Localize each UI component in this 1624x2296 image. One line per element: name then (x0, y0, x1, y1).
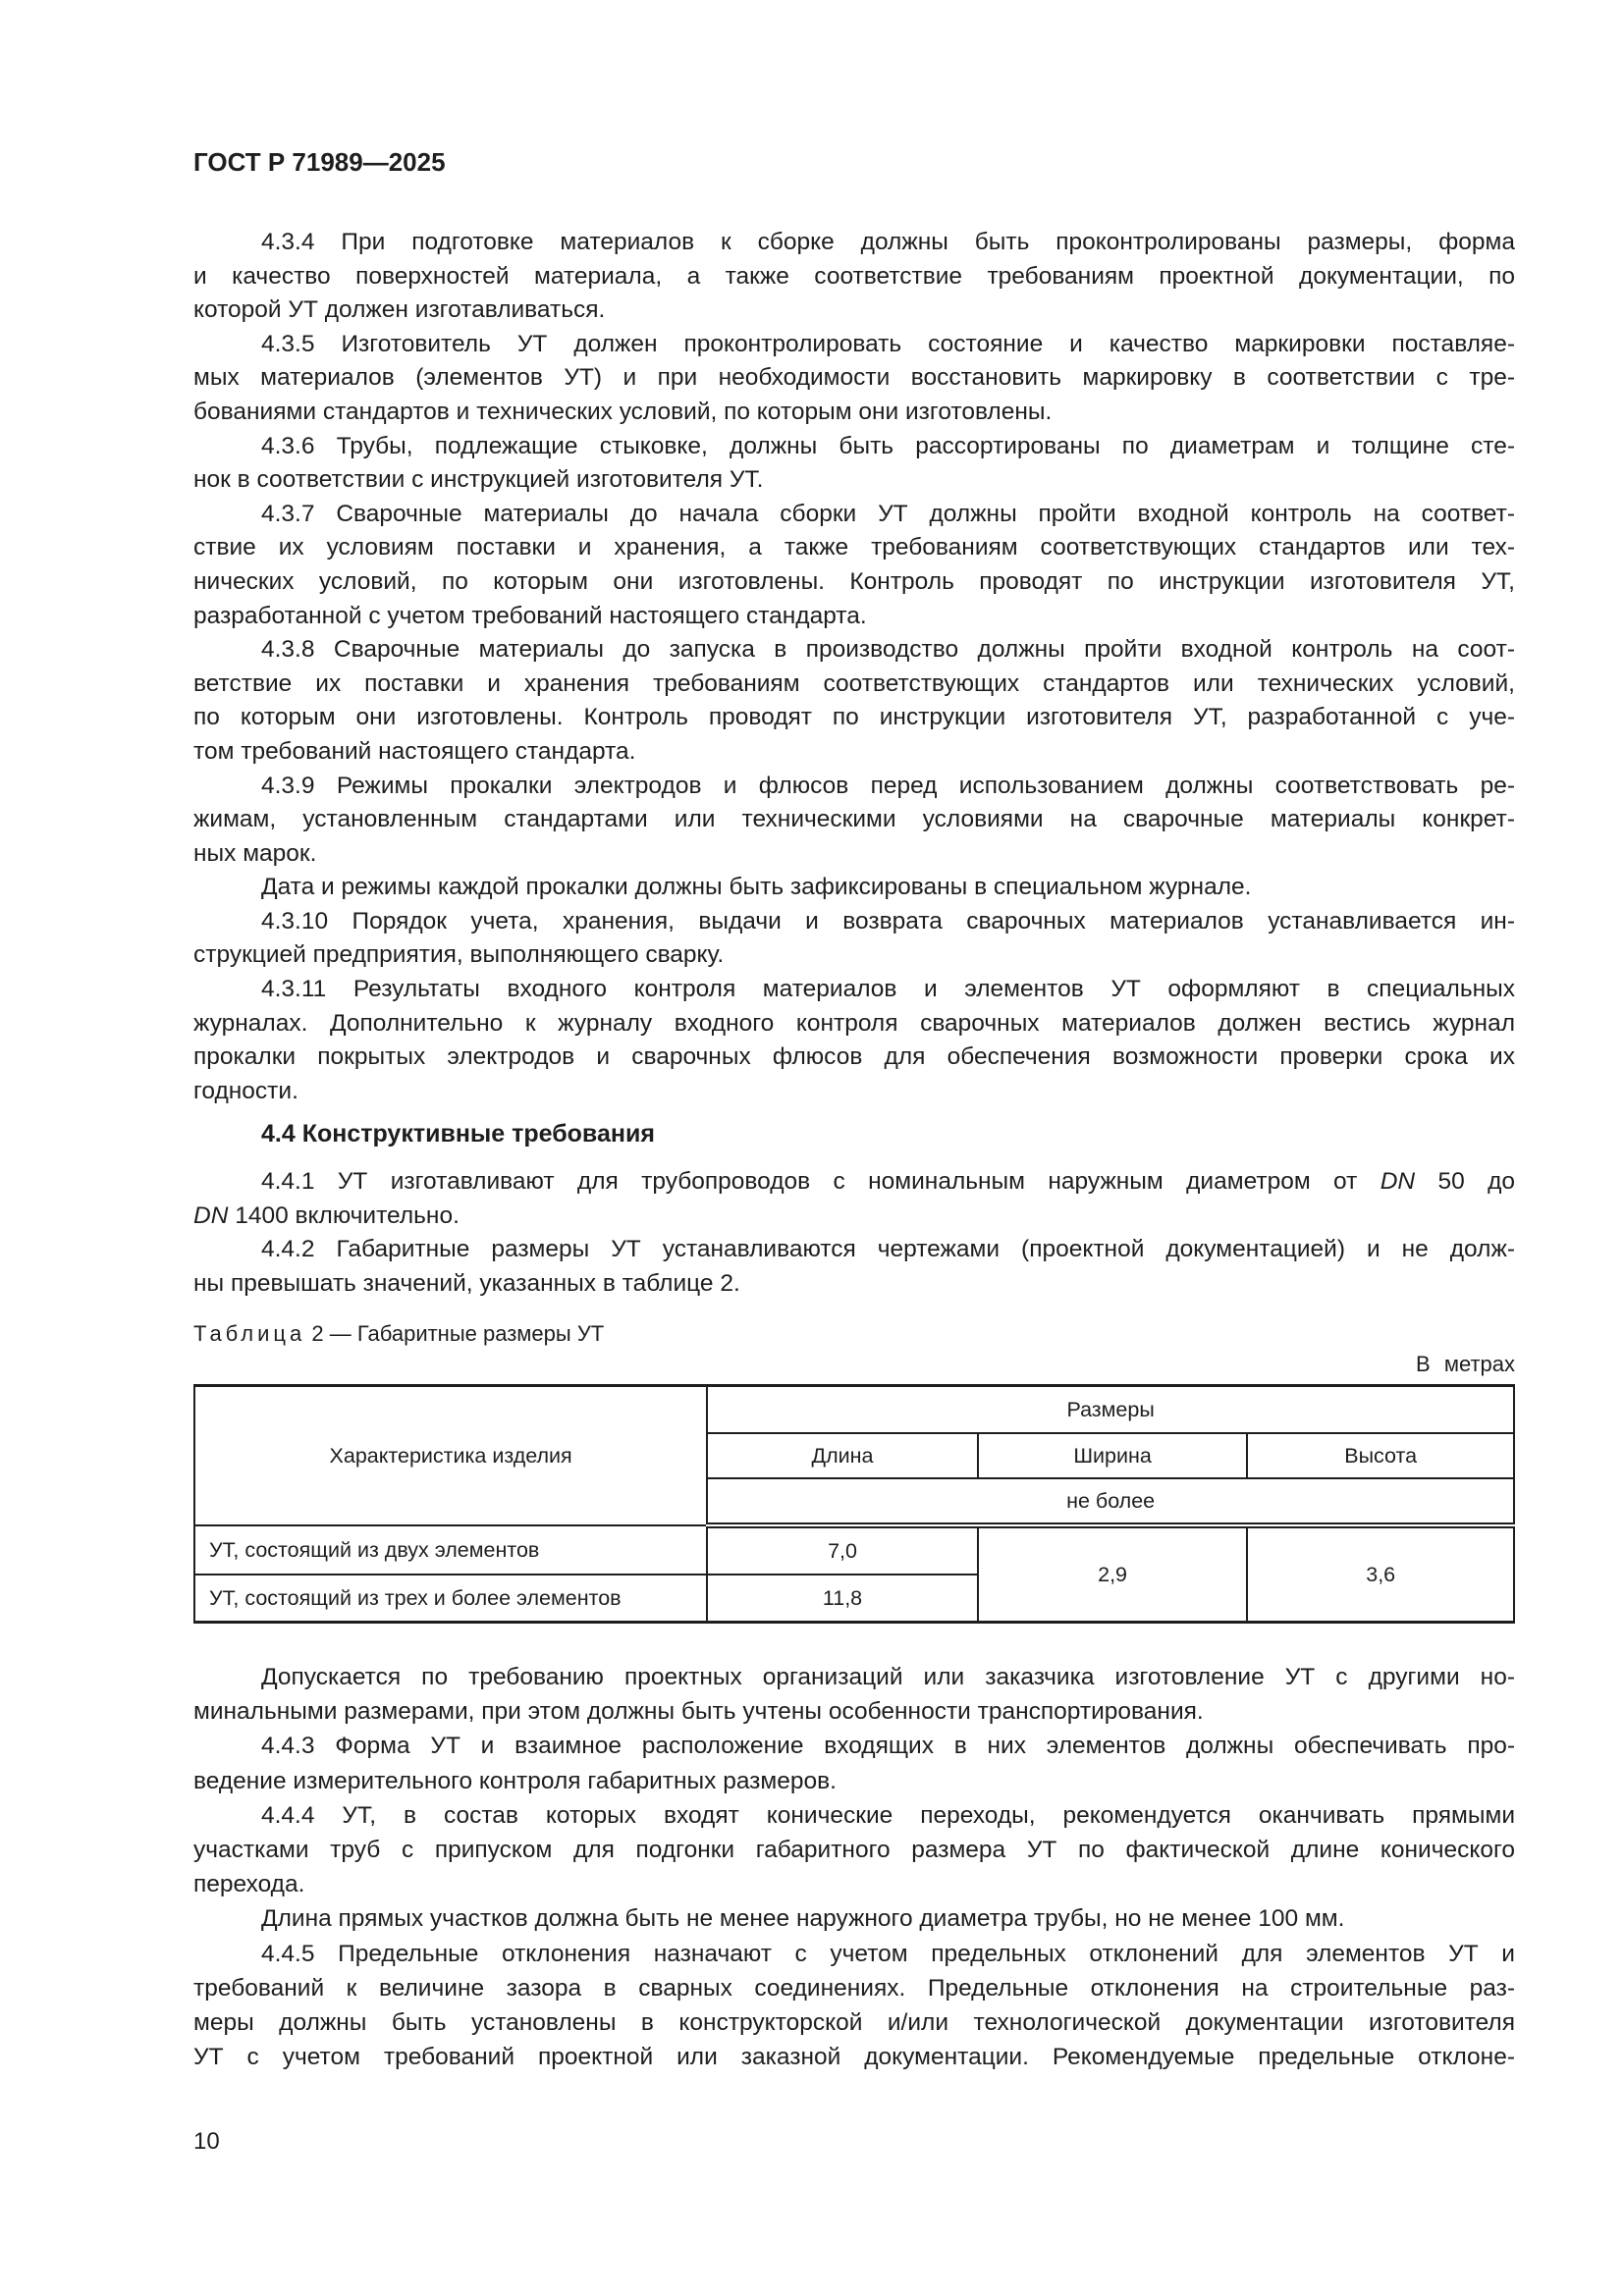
paragraph-line: 4.3.5 Изготовитель УТ должен проконтролировать состояние и качество маркировки поставляе- (261, 330, 1515, 357)
paragraph-line: нических условий, по которым они изготовлены. Контроль проводят по инструкции изготовителя УТ, (193, 567, 1515, 595)
row-name: УТ, состоящий из двух элементов (194, 1525, 707, 1575)
paragraph-line: 4.4.5 Предельные отклонения назначают с учетом предельных отклонений для элементов УТ и (261, 1940, 1515, 1967)
paragraph-line: бованиями стандартов и технических условий, по которым они изготовлены. (193, 398, 1053, 425)
paragraph-line: 4.3.8 Сварочные материалы до запуска в производство должны пройти входной контроль на соот- (261, 636, 1515, 664)
paragraph-line: ствие их условиям поставки и хранения, а также требованиям соответствующих стандартов или тех- (193, 534, 1515, 561)
header-limit-note: не более (707, 1478, 1514, 1525)
table-caption-text: 2 — Габаритные размеры УТ (305, 1321, 605, 1346)
paragraph-line: и качество поверхностей материала, а также соответствие требованиям проектной документации, по (193, 262, 1515, 290)
header-width: Ширина (978, 1433, 1248, 1478)
table-caption-label: Таблица (193, 1321, 306, 1346)
shared-height: 3,6 (1247, 1525, 1514, 1623)
paragraph-line: меры должны быть установлены в конструкторской и/или технологической документации изготовителя (193, 2008, 1515, 2036)
table-units: В метрах (1416, 1352, 1515, 1376)
dimensions-table (193, 1384, 1515, 1624)
shared-width: 2,9 (978, 1525, 1248, 1623)
paragraph-line: 4.3.10 Порядок учета, хранения, выдачи и возврата сварочных материалов устанавливается ин- (261, 907, 1515, 934)
paragraph-line: 4.3.4 При подготовке материалов к сборке должны быть проконтролированы размеры, форма (261, 229, 1515, 255)
section-heading: 4.4 Конструктивные требования (261, 1120, 655, 1148)
paragraph-line: прокалки покрытых электродов и сварочных флюсов для обеспечения возможности проверки срока их (193, 1043, 1515, 1071)
text-segment: 1400 включительно. (228, 1201, 460, 1229)
paragraph-line: ведение измерительного контроля габаритных размеров. (193, 1767, 837, 1794)
paragraph-line: журналах. Дополнительно к журналу входного контроля сварочных материалов должен вестись журнал (193, 1009, 1515, 1037)
paragraph-line: 4.4.3 Форма УТ и взаимное расположение входящих в них элементов должны обеспечивать про- (261, 1733, 1515, 1760)
paragraph-line: требований к величине зазора в сварных соединениях. Предельные отклонения на строительные раз- (193, 1974, 1515, 2002)
paragraph-line: жимам, установленным стандартами или техническими условиями на сварочные материалы конкрет- (193, 806, 1515, 833)
paragraph-line: том требований настоящего стандарта. (193, 737, 636, 765)
paragraph-line: ветствие их поставки и хранения требованиям соответствующих стандартов или технических условий, (193, 669, 1515, 697)
row-length: 11,8 (707, 1575, 978, 1623)
text-segment: 50 до (1415, 1168, 1515, 1195)
paragraph-line: Допускается по требованию проектных организаций или заказчика изготовление УТ с другими но- (261, 1664, 1515, 1690)
paragraph-line: годности. (193, 1077, 298, 1104)
text-segment: 4.4.1 УТ изготавливают для трубопроводов с номинальным наружным диаметром от (261, 1168, 1380, 1195)
header-length: Длина (707, 1433, 978, 1478)
paragraph-line: 4.3.9 Режимы прокалки электродов и флюсов перед использованием должны соответствовать ре- (261, 772, 1515, 799)
paragraph-line: струкцией предприятия, выполняющего сварку. (193, 941, 725, 969)
text-block-after-table (193, 1660, 1515, 2074)
paragraph-line: ны превышать значений, указанных в таблице 2. (193, 1269, 740, 1297)
table-caption (193, 1317, 604, 1351)
paragraph-line: перехода. (193, 1871, 305, 1898)
paragraph-line: разработанной с учетом требований настоящего стандарта. (193, 602, 867, 629)
italic-term: DN (1380, 1168, 1416, 1195)
paragraph-line: 4.4.4 УТ, в состав которых входят конические переходы, рекомендуется оканчивать прямыми (261, 1801, 1515, 1829)
paragraph-line: минальными размерами, при этом должны быть учтены особенности транспортирования. (193, 1698, 1204, 1726)
paragraph-line: по которым они изготовлены. Контроль проводят по инструкции изготовителя УТ, разработанной с уче- (193, 704, 1515, 731)
text-block-4-3 (193, 226, 1515, 1108)
page-number: 10 (193, 2128, 220, 2155)
paragraph-line: которой УТ должен изготавливаться. (193, 296, 606, 324)
table-row (194, 1525, 1514, 1575)
header-height: Высота (1247, 1433, 1514, 1478)
paragraph-line: Дата и режимы каждой прокалки должны быть зафиксированы в специальном журнале. (261, 874, 1252, 901)
paragraph-line: нок в соответствии с инструкцией изготовителя УТ. (193, 466, 764, 494)
paragraph-line: 4.3.6 Трубы, подлежащие стыковке, должны быть рассортированы по диаметрам и толщине сте- (261, 432, 1515, 459)
row-name: УТ, состоящий из трех и более элементов (194, 1575, 707, 1623)
paragraph-line (193, 1200, 1515, 1234)
paragraph-line: 4.3.7 Сварочные материалы до начала сборки УТ должны пройти входной контроль на соответ- (261, 500, 1515, 527)
document-header: ГОСТ Р 71989—2025 (193, 147, 446, 177)
paragraph-line (193, 1165, 1515, 1200)
row-length: 7,0 (707, 1525, 978, 1575)
paragraph-line: 4.4.2 Габаритные размеры УТ устанавливаются чертежами (проектной документацией) и не долж- (261, 1236, 1515, 1263)
paragraph-line: УТ с учетом требований проектной или заказной документации. Рекомендуемые предельные отклоне- (193, 2044, 1515, 2071)
paragraph-line: мых материалов (элементов УТ) и при необходимости восстановить маркировку в соответствии с тре- (193, 364, 1515, 392)
text-block-4-4 (193, 1165, 1515, 1301)
paragraph-line: Длина прямых участков должна быть не менее наружного диаметра трубы, но не менее 100 мм. (261, 1905, 1345, 1933)
paragraph-line: 4.3.11 Результаты входного контроля материалов и элементов УТ оформляют в специальных (261, 976, 1515, 1003)
paragraph-line: участками труб с припуском для подгонки габаритного размера УТ по фактической длине конического (193, 1836, 1515, 1863)
header-characteristic: Характеристика изделия (194, 1386, 707, 1526)
header-dimensions: Размеры (707, 1386, 1514, 1434)
paragraph-line: ных марок. (193, 839, 317, 867)
italic-term: DN (193, 1201, 229, 1229)
